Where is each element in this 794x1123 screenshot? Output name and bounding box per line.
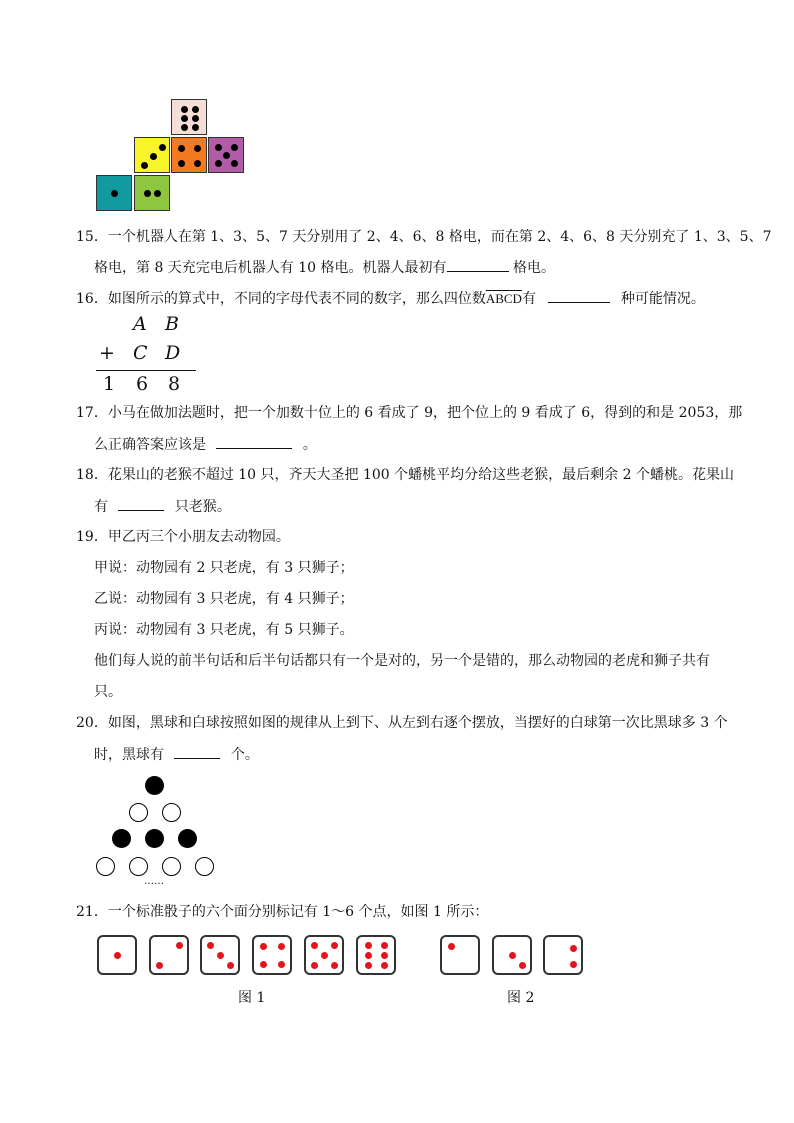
eq-letter-b: B <box>165 313 179 335</box>
die-face-6 <box>356 935 396 975</box>
q18-line1: 18．花果山的老猴不超过 10 只，齐天大圣把 100 个蟠桃平均分给这些老猴，最后剩余 2 个蟠桃。花果山 <box>76 467 734 483</box>
die-face-3 <box>200 935 240 975</box>
q15-text-b: 格电。 <box>508 260 555 276</box>
q17-answer-blank[interactable] <box>216 434 292 449</box>
q17-line1: 17．小马在做加法题时，把一个加数十位上的 6 看成了 9，把个位上的 9 看成了 6，得到的和是 2053，那 <box>76 405 743 421</box>
die-face-4 <box>252 935 292 975</box>
fig1-caption: 图 1 <box>238 990 266 1006</box>
eq-letter-a: A <box>133 313 147 335</box>
black-ball <box>178 829 197 848</box>
q18-text-a: 有 <box>94 499 108 515</box>
eq-letter-c: C <box>133 342 148 364</box>
eq-result-digit-1: 1 <box>103 373 116 395</box>
net-face-bottom-left <box>96 175 132 211</box>
eq-sum-line <box>96 370 196 371</box>
q18-line2 <box>94 496 231 517</box>
die-face-5 <box>304 935 344 975</box>
ball-triangle-figure <box>94 776 224 891</box>
q16-line1 <box>76 288 705 309</box>
q17-line2 <box>94 434 317 455</box>
q17-text-a: 么正确答案应该是 <box>94 437 206 453</box>
white-ball <box>129 803 148 822</box>
q19-line6: 只。 <box>94 684 122 700</box>
q19-line5: 他们每人说的前半句话和后半句话都只有一个是对的，另一个是错的，那么动物园的老虎和狮子共有 <box>94 653 710 669</box>
fig2-caption: 图 2 <box>507 990 535 1006</box>
q19-line2: 甲说：动物园有 2 只老虎，有 3 只狮子； <box>94 560 354 576</box>
die-fig2-c <box>543 935 583 975</box>
net-face-top <box>171 99 207 135</box>
q17-text-b: 。 <box>302 437 317 453</box>
q15-text-a: 格电，第 8 天充完电后机器人有 10 格电。机器人最初有 <box>94 260 447 276</box>
q19-line1: 19．甲乙丙三个小朋友去动物园。 <box>76 529 290 545</box>
white-ball <box>162 857 181 876</box>
q20-line1: 20．如图，黑球和白球按照如图的规律从上到下、从左到右逐个摆放，当摆好的白球第一次比黑球多 3 个 <box>76 715 728 731</box>
die-face-1 <box>97 935 137 975</box>
q16-text-c: 种可能情况。 <box>620 291 705 307</box>
q19-line3: 乙说：动物园有 3 只老虎，有 4 只狮子； <box>94 591 354 607</box>
q15-line2 <box>94 257 555 278</box>
black-ball <box>112 829 131 848</box>
q15-answer-blank[interactable] <box>447 257 509 272</box>
white-ball <box>129 857 148 876</box>
q16-answer-blank[interactable] <box>548 288 610 303</box>
q18-text-b: 只老猴。 <box>174 499 231 515</box>
white-ball <box>195 857 214 876</box>
q18-answer-blank[interactable] <box>118 496 164 511</box>
q20-line2 <box>94 744 259 765</box>
eq-letter-d: D <box>165 342 181 364</box>
eq-plus-sign: + <box>99 342 115 364</box>
white-ball <box>96 857 115 876</box>
q15-line1: 15．一个机器人在第 1、3、5、7 天分别用了 2、4、6、8 格电，而在第 2、4、6、8 天分别充了 1、3、5、7 <box>76 229 772 245</box>
eq-result-digit-2: 6 <box>136 373 149 395</box>
dice-net-figure <box>96 99 246 214</box>
q16-text-b: 有 <box>521 291 536 307</box>
black-ball <box>145 829 164 848</box>
die-fig2-b <box>492 935 532 975</box>
net-face-bottom-mid <box>134 175 170 211</box>
white-ball <box>162 803 181 822</box>
q21-line1: 21．一个标准骰子的六个面分别标记有 1～6 个点，如图 1 所示： <box>76 904 489 920</box>
q20-answer-blank[interactable] <box>174 744 220 759</box>
net-face-right <box>208 137 244 173</box>
black-ball <box>145 776 164 795</box>
q20-text-b: 个。 <box>230 747 259 763</box>
die-face-2 <box>149 935 189 975</box>
eq-result-digit-3: 8 <box>168 373 181 395</box>
q19-line4: 丙说：动物园有 3 只老虎，有 5 只狮子。 <box>94 622 354 638</box>
net-face-left <box>134 137 170 173</box>
q16-abcd: ABCD <box>485 291 522 306</box>
net-face-center <box>171 137 207 173</box>
continuation-dots: …… <box>144 876 164 887</box>
q16-text-a: 16．如图所示的算式中，不同的字母代表不同的数字，那么四位数 <box>76 291 486 307</box>
die-fig2-a <box>440 935 480 975</box>
q20-text-a: 时，黑球有 <box>94 747 164 763</box>
